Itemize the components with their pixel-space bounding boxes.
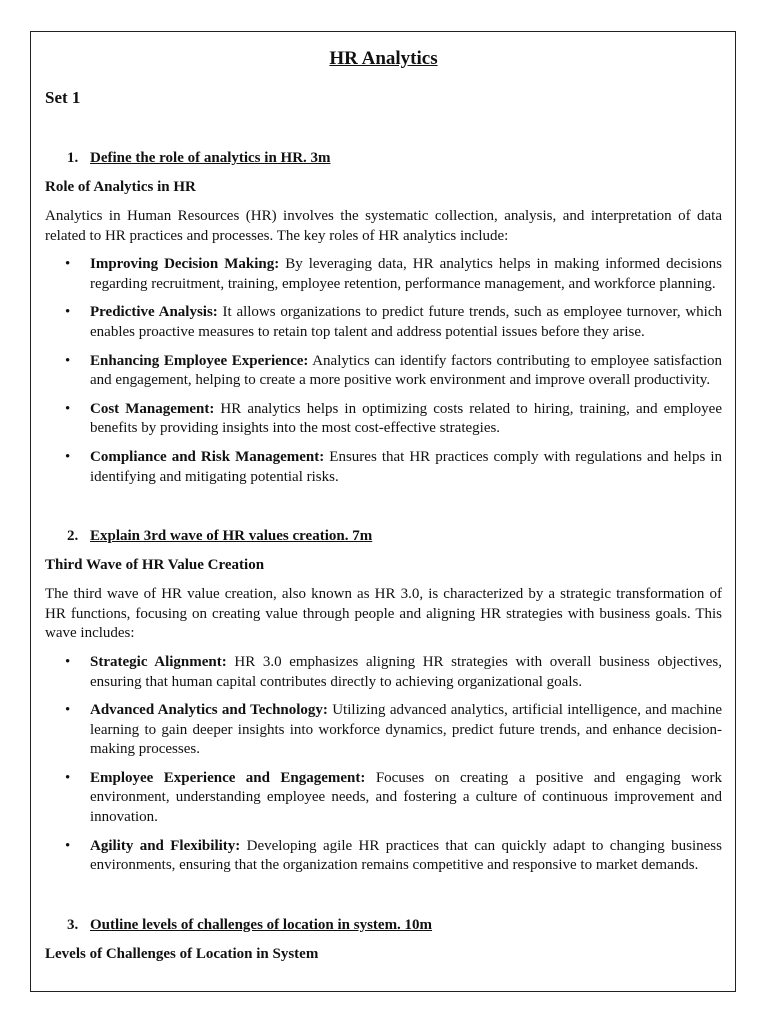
question-text: Explain 3rd wave of HR values creation. 7m (90, 528, 373, 545)
document-title: HR Analytics (329, 48, 438, 69)
bullet-term: Enhancing Employee Experience: (90, 352, 309, 369)
question-number: 2. (67, 528, 79, 545)
list-item: • Enhancing Employee Experience: Analytics can identify factors contributing to employee satisfaction and engagement, helping to create a more positive work environment and improve overall productivity. (65, 352, 722, 389)
bullet-term: Predictive Analysis: (90, 304, 218, 321)
question-number: 3. (67, 916, 79, 933)
list-item: • Agility and Flexibility: Developing agile HR practices that can quickly adapt to changing business environments, ensuring that the organization remains competitive and responsive to market demands. (65, 837, 722, 874)
section-intro: Analytics in Human Resources (HR) involves the systematic collection, analysis, and interpretation of data related to HR practices and processes. The key roles of HR analytics include: (45, 208, 722, 244)
bullet-text: Analytics can identify factors contributing to employee satisfaction and engagement, helping to create a more positive work environment and improve overall productivity. (90, 352, 722, 389)
section-heading: Levels of Challenges of Location in System (45, 945, 319, 962)
bullet-text: HR 3.0 emphasizes aligning HR strategies with overall business objectives, ensuring that human capital contributes directly to achieving organizational goals. (90, 653, 723, 690)
bullet-term: Employee Experience and Engagement: (90, 769, 366, 786)
list-item: • Advanced Analytics and Technology: Utilizing advanced analytics, artificial intelligence, and machine learning to gain deeper insights into workforce dynamics, predict future trends, and enhance decision-making processes. (65, 702, 722, 758)
question-number: 1. (67, 150, 79, 166)
bullet-text: It allows organizations to predict future trends, such as employee turnover, which enables proactive measures to retain top talent and address potential issues before they arise. (90, 304, 723, 340)
list-item: • Predictive Analysis: It allows organizations to predict future trends, such as employee turnover, which enables proactive measures to retain top talent and address potential issues before they arise. (65, 304, 723, 340)
bullet-text: Focuses on creating a positive and engaging work environment, understanding employee needs, and fostering a culture of continuous improvement and innovation. (90, 769, 722, 826)
bullet-text: HR analytics helps in optimizing costs related to hiring, training, and employee benefits by providing insights into the most cost-effective strategies. (90, 400, 722, 437)
bullet-text: Developing agile HR practices that can quickly adapt to changing business environments, ensuring that the organization remains competitive and responsive to market demands. (90, 837, 722, 874)
bullet-list (45, 653, 722, 876)
bullet-term: Agility and Flexibility: (90, 837, 241, 854)
question-text: Outline levels of challenges of location in system. 10m (90, 916, 433, 933)
section-heading: Third Wave of HR Value Creation (45, 557, 265, 574)
list-item: • Cost Management: HR analytics helps in optimizing costs related to hiring, training, and employee benefits by providing insights into the most cost-effective strategies. (65, 400, 722, 437)
question-2 (45, 527, 722, 546)
bullet-text: Ensures that HR practices comply with regulations and helps in identifying and mitigating potential risks. (90, 448, 722, 485)
bullet-text: By leveraging data, HR analytics helps in making informed decisions regarding recruitment, training, employee retention, performance management, and workforce planning. (90, 256, 722, 292)
bullet-list (45, 255, 722, 487)
bullet-term: Improving Decision Making: (90, 256, 280, 273)
bullet-term: Advanced Analytics and Technology: (90, 702, 328, 719)
bullet-term: Compliance and Risk Management: (90, 448, 325, 465)
bullet-term: Strategic Alignment: (90, 653, 227, 670)
section-1 (45, 149, 722, 487)
list-item: • Employee Experience and Engagement: Focuses on creating a positive and engaging work environment, understanding employee needs, and fostering a culture of continuous improvement and innovation. (65, 769, 722, 826)
section-intro: The third wave of HR value creation, also known as HR 3.0, is characterized by a strategic transformation of HR functions, focusing on creating value through people and aligning HR strategies with business goals. This wave includes: (45, 586, 722, 642)
bullet-text: Utilizing advanced analytics, artificial intelligence, and machine learning to gain deeper insights into workforce dynamics, predict future trends, and enhance decision-making processes. (90, 702, 722, 758)
section-3 (45, 916, 722, 964)
list-item: • Strategic Alignment: HR 3.0 emphasizes aligning HR strategies with overall business objectives, ensuring that human capital contributes directly to achieving organizational goals. (65, 653, 723, 690)
bullet-term: Cost Management: (90, 400, 215, 417)
document-body (45, 42, 722, 964)
question-text: Define the role of analytics in HR. 3m (90, 150, 331, 166)
list-item: • Improving Decision Making: By leveraging data, HR analytics helps in making informed decisions regarding recruitment, training, employee retention, performance management, and workforce planning. (65, 256, 722, 292)
question-1 (45, 149, 722, 168)
section-2 (45, 527, 722, 876)
set-label: Set 1 (45, 88, 81, 107)
question-3 (45, 916, 722, 935)
section-heading: Role of Analytics in HR (45, 179, 196, 195)
list-item: • Compliance and Risk Management: Ensures that HR practices comply with regulations and helps in identifying and mitigating potential risks. (65, 448, 722, 485)
